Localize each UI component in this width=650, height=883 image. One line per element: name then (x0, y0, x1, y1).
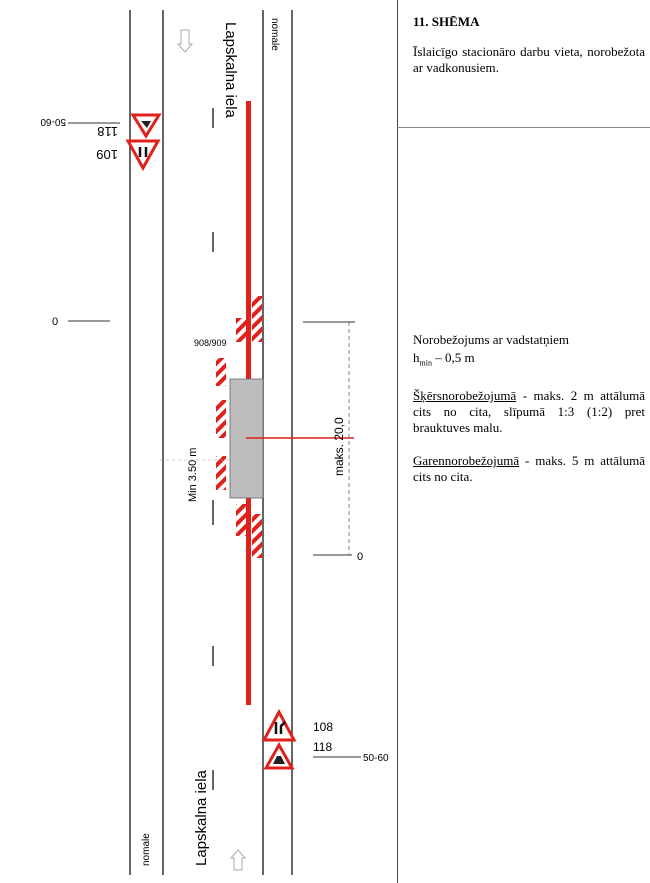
right-speed-label: 50-60 (363, 753, 389, 764)
sign-118-code: 118 (313, 740, 333, 754)
cross-barrier-note (413, 388, 645, 436)
warning-sign-118-left (133, 115, 159, 136)
hmin-sub: min (419, 358, 432, 368)
arrow-down-icon (178, 30, 192, 52)
warning-sign-109-left (128, 141, 158, 168)
min-width-label: Min 3.50 m (187, 447, 199, 502)
arrow-up-icon (231, 850, 245, 870)
left-zero-label: 0 (52, 316, 59, 328)
cross-text: - maks. 2 m attālumā cits no cita, slīpumā 1:3 (1:2) pret brauktuves malu. (413, 388, 645, 435)
sign-108-code: 108 (313, 720, 334, 734)
left-sign-bottom-code: 109 (96, 147, 118, 162)
long-term: Garennorobežojumā (413, 453, 520, 468)
nomale-top-label: nomale (269, 18, 280, 51)
scheme-description: Īslaicīgo stacionāro darbu vieta, norobežota ar vadkonusiem. (413, 44, 645, 75)
panel-divider-horizontal (397, 127, 650, 128)
cone-code-label: 908/909 (194, 338, 227, 348)
street-label-bottom: Lapskalna iela (193, 770, 210, 866)
warning-sign-108 (264, 712, 294, 740)
right-zero-label: 0 (357, 551, 364, 563)
left-speed-label: 50-60 (40, 116, 66, 127)
panel-divider-vertical (397, 0, 398, 883)
nomale-bottom-label: nomale (141, 833, 152, 866)
hmin-line (413, 350, 475, 372)
hmin-h: h (413, 350, 420, 365)
hmin-value: – 0,5 m (431, 350, 475, 365)
warning-sign-118 (266, 745, 292, 768)
cross-term: Šķērsnorobežojumā (413, 388, 517, 403)
barrier-title: Norobežojums ar vadstatņiem (413, 332, 569, 347)
longitudinal-barrier-note (413, 453, 645, 485)
left-sign-top-code: 118 (97, 124, 118, 139)
street-label-top: Lapskalna iela (222, 22, 239, 118)
scheme-title: 11. SHĒMA (413, 14, 480, 29)
max-length-label: maks. 20,0 (332, 417, 346, 476)
long-text: - maks. 5 m attālumā cits no cita. (413, 453, 645, 484)
